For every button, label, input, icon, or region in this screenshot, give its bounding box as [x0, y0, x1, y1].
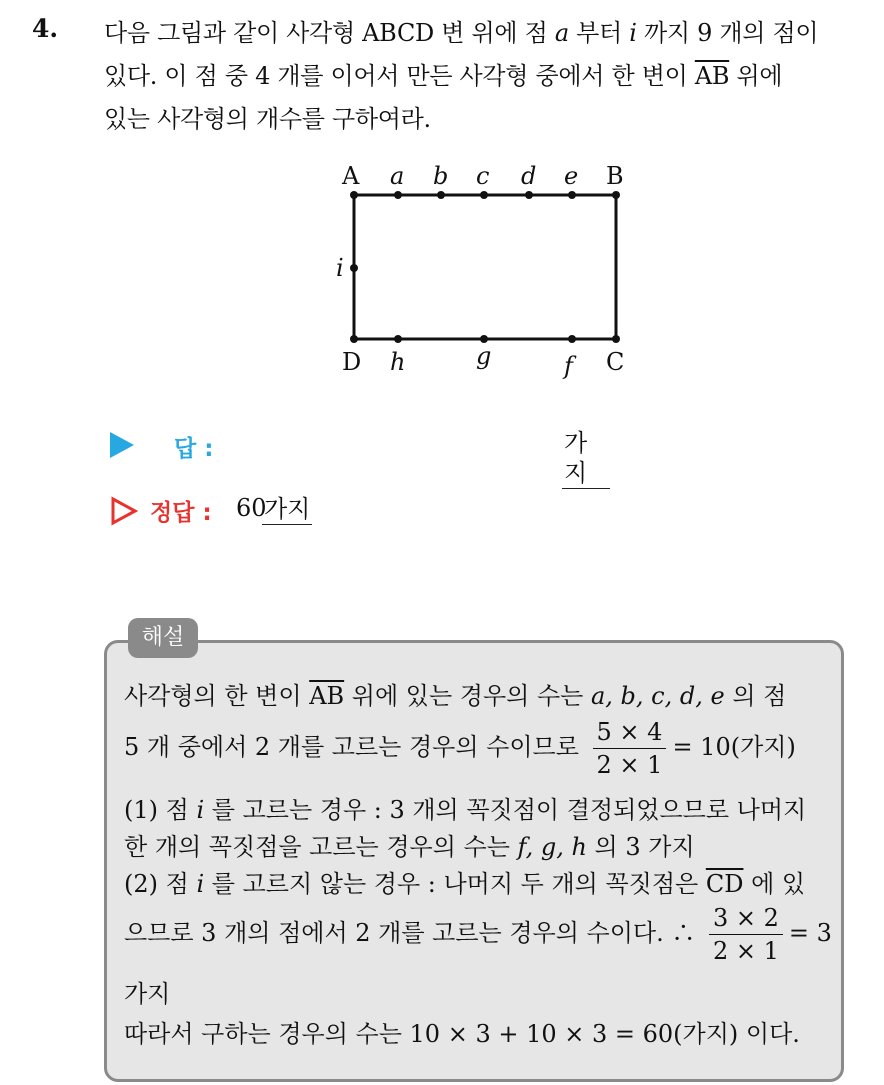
ex3-text-b: 를 고르는 경우 : 3 개의 꼭짓점이 결정되었으므로 나머지 — [204, 796, 807, 824]
label-i: i — [336, 254, 344, 282]
explanation-line-1 — [124, 676, 786, 711]
label-C: C — [606, 348, 625, 376]
question-line-2 — [104, 55, 864, 98]
point-D — [350, 335, 358, 343]
label-f: f — [564, 352, 573, 380]
segment-ab: $\overline{AB}$ — [694, 62, 730, 90]
point-d — [525, 191, 533, 199]
label-g: g — [476, 342, 492, 370]
label-a: a — [390, 162, 405, 190]
explanation-tab: 해설 — [128, 618, 198, 658]
label-d: d — [521, 162, 537, 190]
ex5-text-b: 를 고르지 않는 경우 : 나머지 두 개의 꼭짓점은 — [204, 870, 706, 898]
ex1-text-b: 위에 있는 경우의 수는 — [344, 682, 591, 710]
correct-unit: 가지 — [264, 495, 311, 523]
ex4-vars: f, g, h — [517, 833, 587, 861]
explanation-line-5 — [124, 864, 805, 899]
point-A — [350, 191, 358, 199]
explanation-line-7: 가지 — [124, 980, 171, 1008]
q2-text-b: 위에 — [729, 62, 783, 90]
ex6-text-a: 으므로 3 개의 점에서 2 개를 고르는 경우의 수이다. ∴ — [124, 919, 696, 947]
ex2-text-a: 5 개 중에서 2 개를 고르는 경우의 수이므로 — [124, 733, 579, 761]
fraction-3x2-over-2x1 — [709, 904, 783, 965]
ex1-text-c: 의 점 — [724, 682, 787, 710]
var-a: a — [554, 19, 569, 47]
ex5-text-a: (2) 점 — [124, 870, 197, 898]
label-e: e — [564, 162, 579, 190]
q1-text-b: 부터 — [568, 19, 630, 47]
ex5-var-i: i — [196, 870, 205, 898]
play-icon — [110, 432, 134, 458]
label-c: c — [476, 162, 490, 190]
q1-text-c: 까지 9 개의 점이 — [636, 19, 819, 47]
rectangle-figure — [320, 150, 640, 390]
point-C — [612, 335, 620, 343]
question-line-3: 있는 사각형의 개수를 구하여라. — [104, 105, 431, 133]
correct-answer-row — [110, 494, 610, 534]
ex5-text-c: 에 있 — [743, 870, 806, 898]
point-h — [394, 335, 402, 343]
fraction-numerator: 5 × 4 — [593, 718, 667, 749]
fraction-denominator: 2 × 1 — [712, 937, 779, 965]
ex1-vars: a, b, c, d, e — [590, 682, 725, 710]
explanation-line-3 — [124, 790, 806, 825]
label-b: b — [433, 162, 449, 190]
label-B: B — [606, 162, 624, 190]
question-text — [104, 12, 864, 141]
ex1-text-a: 사각형의 한 변이 — [124, 682, 310, 710]
fraction-denominator: 2 × 1 — [596, 751, 663, 779]
point-c — [480, 191, 488, 199]
answer-input[interactable]: 가지 — [562, 428, 610, 489]
point-a — [394, 191, 402, 199]
explanation-line-6 — [124, 904, 832, 965]
point-i — [350, 264, 358, 272]
rectangle-abcd — [354, 195, 616, 339]
ex-segment-ab: $\overline{AB}$ — [309, 682, 345, 710]
answer-row — [110, 428, 610, 487]
point-e — [568, 191, 576, 199]
ex3-text-a: (1) 점 — [124, 796, 197, 824]
correct-value: 60 — [236, 494, 267, 522]
q2-text-a: 있다. 이 점 중 4 개를 이어서 만든 사각형 중에서 한 변이 — [104, 62, 695, 90]
question-number: 4. — [32, 14, 59, 43]
point-b — [437, 191, 445, 199]
explanation-line-2 — [124, 718, 796, 779]
label-h: h — [390, 348, 406, 376]
label-A: A — [342, 162, 360, 190]
fraction-5x4-over-2x1 — [593, 718, 667, 779]
question-line-1 — [104, 12, 864, 55]
explanation-line-4 — [124, 827, 695, 862]
ex3-var-i: i — [196, 796, 205, 824]
ex-segment-cd: $\overline{CD}$ — [705, 870, 744, 898]
label-D: D — [342, 348, 362, 376]
q1-text-a: 다음 그림과 같이 사각형 ABCD 변 위에 점 — [104, 19, 555, 47]
figure-svg — [320, 150, 640, 390]
correct-label: 정답 : — [150, 500, 212, 526]
outline-play-icon — [110, 496, 138, 526]
point-f — [568, 335, 576, 343]
explanation-line-8: 따라서 구하는 경우의 수는 10 × 3 + 10 × 3 = 60(가지) 이다. — [124, 1020, 800, 1048]
ex4-text-a: 한 개의 꼭짓점을 고르는 경우의 수는 — [124, 833, 518, 861]
point-B — [612, 191, 620, 199]
fraction-numerator: 3 × 2 — [709, 904, 783, 935]
ex6-text-b: = 3 — [788, 919, 832, 947]
ex4-text-b: 의 3 가지 — [586, 833, 695, 861]
var-i: i — [629, 19, 637, 47]
answer-label: 답 : — [174, 436, 214, 462]
ex2-text-b: = 10(가지) — [672, 733, 796, 761]
